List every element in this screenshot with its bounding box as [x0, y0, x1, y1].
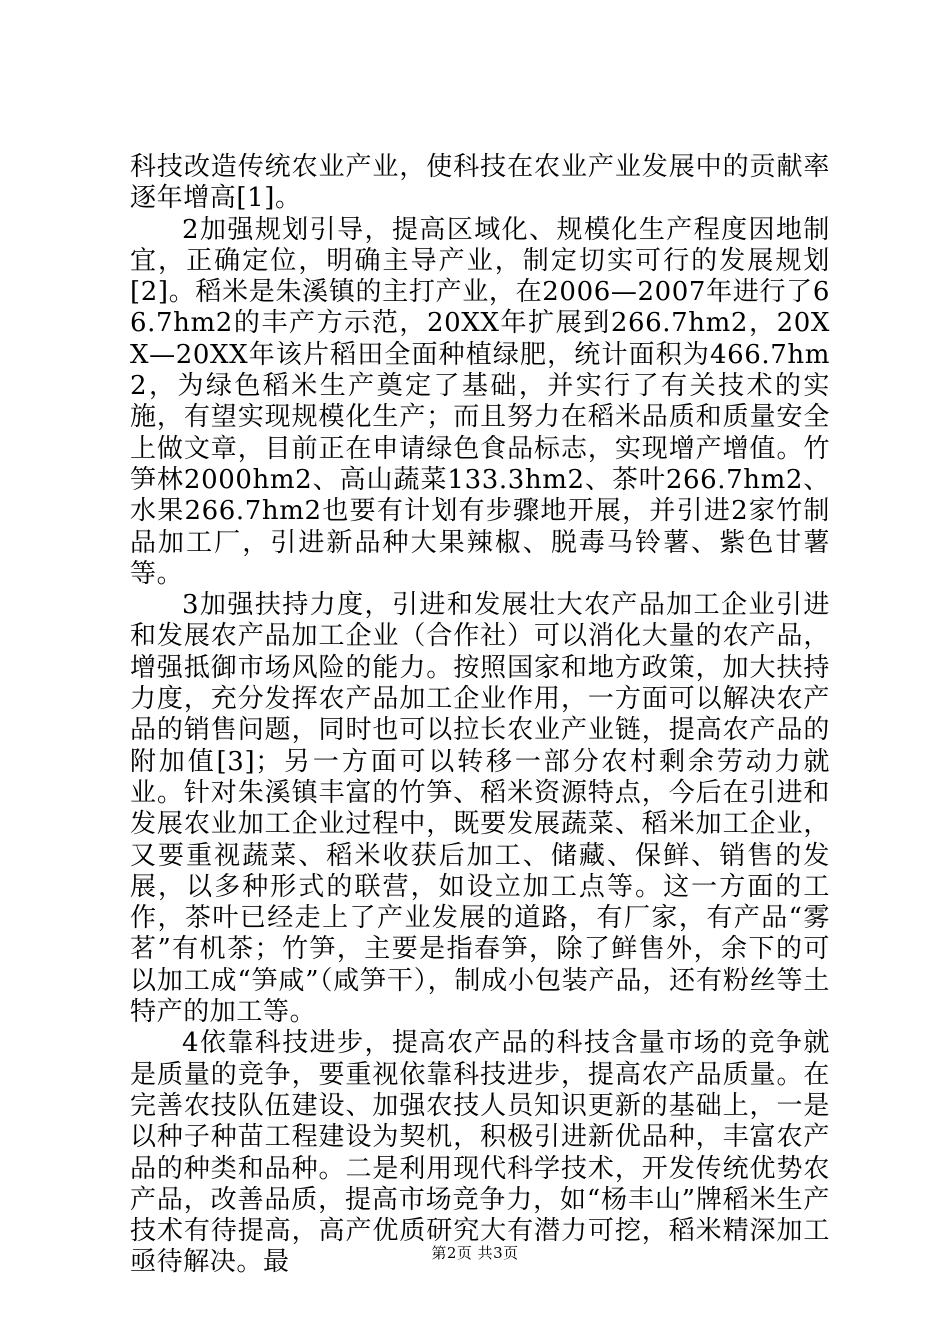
paragraph-continuation: 科技改造传统农业产业，使科技在农业产业发展中的贡献率逐年增高[1]。 — [130, 152, 830, 214]
paragraph-support-processing: 3加强扶持力度，引进和发展壮大农产品加工企业引进和发展农产品加工企业（合作社）可以消化大量的农产品，增强抵御市场风险的能力。按照国家和地方政策，加大扶持力度，充分发挥农产品加工企业作用，一方面可以解决农产品的销售问题，同时也可以拉长农业产业链，提高农产品的附加值[3]；另一方面可以转移一部分农村剩余劳动力就业。针对朱溪镇丰富的竹笋、稻米资源特点，今后在引进和发展农业加工企业过程中，既要发展蔬菜、稻米加工企业，又要重视蔬菜、稻米收获后加工、储藏、保鲜、销售的发展，以多种形式的联营，如设立加工点等。这一方面的工作，茶叶已经走上了产业发展的道路，有厂家，有产品“雾茗”有机茶；竹笋，主要是指春笋，除了鲜售外，余下的可以加工成“笋咸”（咸笋干），制成小包装产品，还有粉丝等土特产的加工等。 — [130, 590, 830, 1028]
document-body — [130, 152, 830, 1279]
paragraph-planning-guidance: 2加强规划引导，提高区域化、规模化生产程度因地制宜，正确定位，明确主导产业，制定切实可行的发展规划[2]。稻米是朱溪镇的主打产业，在2006—2007年进行了66.7hm2的丰产方示范，20XX年扩展到266.7hm2，20XX—20XX年该片稻田全面种植绿肥，统计面积为466.7hm2，为绿色稻米生产奠定了基础，并实行了有关技术的实施，有望实现规模化生产；而且努力在稻米品质和质量安全上做文章，目前正在申请绿色食品标志，实现增产增值。竹笋林2000hm2、高山蔬菜133.3hm2、茶叶266.7hm2、水果266.7hm2也要有计划有步骤地开展，并引进2家竹制品加工厂，引进新品种大果辣椒、脱毒马铃薯、紫色甘薯等。 — [130, 214, 830, 589]
paragraph-technology-progress: 4依靠科技进步，提高农产品的科技含量市场的竞争就是质量的竞争，要重视依靠科技进步，提高农产品质量。在完善农技队伍建设、加强农技人员知识更新的基础上，一是以种子种苗工程建设为契机，积极引进新优品种，丰富农产品的种类和品种。二是利用现代科学技术，开发传统优势农产品，改善品质，提高市场竞争力，如“杨丰山”牌稻米生产技术有待提高，高产优质研究大有潜力可挖，稻米精深加工亟待解决。最 — [130, 1028, 830, 1278]
page-number-footer: 第2页 共3页 — [431, 1244, 519, 1262]
